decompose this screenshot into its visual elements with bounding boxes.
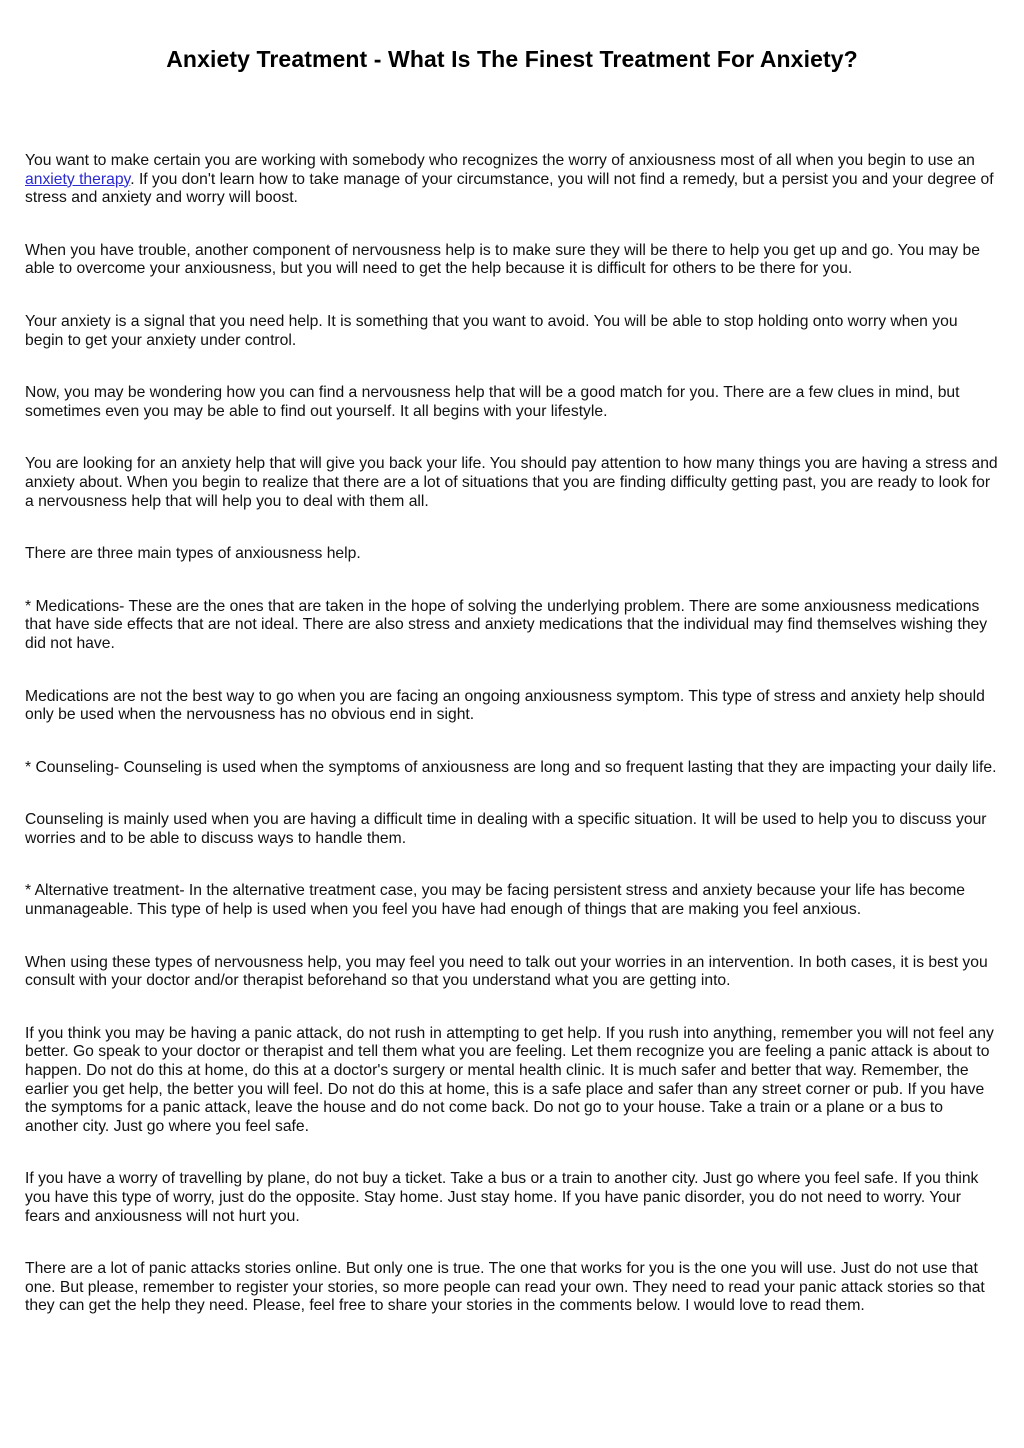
paragraph-3: Your anxiety is a signal that you need help. It is something that you want to avoid. You will be able to stop holding onto worry when you begin to get your anxiety under control. xyxy=(25,312,958,349)
article-body xyxy=(25,152,999,1316)
anxiety-therapy-link[interactable]: anxiety therapy xyxy=(25,170,131,188)
paragraph-9: * Counseling- Counseling is used when the symptoms of anxiousness are long and so frequent lasting that they are impacting your daily life. xyxy=(25,758,997,776)
paragraph-5: You are looking for an anxiety help that will give you back your life. You should pay attention to how many things you are having a stress and anxiety about. When you begin to realize that there are a lot of situations that you are finding difficulty getting past, you are ready to look for a nervousness help that will help you to deal with them all. xyxy=(25,455,998,510)
paragraph-13: If you think you may be having a panic attack, do not rush in attempting to get help. If you rush into anything, remember you will not feel any better. Go speak to your doctor or therapist and tell them what you are feeling. Let them recognize you are feeling a panic attack is about to happen. Do not do this at home, do this at a doctor's surgery or mental health clinic. It is much safer and better that way. Remember, the earlier you get help, the better you will feel. Do not do this at home, this is a safe place and safer than any street corner or pub. If you have the symptoms for a panic attack, leave the house and do not come back. Do not go to your house. Take a train or a plane or a bus to another city. Just go where you feel safe. xyxy=(25,1024,994,1135)
paragraph-15: There are a lot of panic attacks stories online. But only one is true. The one that works for you is the one you will use. Just do not use that one. But please, remember to register your stories, so more people can read your own. They need to read your panic attack stories so that they can get the help they need. Please, feel free to share your stories in the comments below. I would love to read them. xyxy=(25,1260,985,1315)
paragraph-2: When you have trouble, another component of nervousness help is to make sure they will be there to help you get up and go. You may be able to overcome your anxiousness, but you will need to get the help because it is difficult for others to be there for you. xyxy=(25,241,980,278)
paragraph-6: There are three main types of anxiousness help. xyxy=(25,545,361,563)
paragraph-10: Counseling is mainly used when you are having a difficult time in dealing with a specific situation. It will be used to help you to discuss your worries and to be able to discuss ways to handle them. xyxy=(25,811,987,847)
paragraph-12: When using these types of nervousness help, you may feel you need to talk out your worries in an intervention. In both cases, it is best you consult with your doctor and/or therapist beforehand so that you understand what you are getting into. xyxy=(25,953,988,990)
paragraph-8: Medications are not the best way to go when you are facing an ongoing anxiousness symptom. This type of stress and anxiety help should only be used when the nervousness has no obvious end in sight. xyxy=(25,687,985,724)
paragraph-14: If you have a worry of travelling by plane, do not buy a ticket. Take a bus or a train to another city. Just go where you feel safe. If you think you have this type of worry, just do the opposite. Stay home. Just stay home. If you have panic disorder, you do not need to worry. Your fears and anxiousness will not hurt you. xyxy=(25,1170,979,1225)
paragraph-11: * Alternative treatment- In the alternative treatment case, you may be facing persistent stress and anxiety because your life has become unmanageable. This type of help is used when you feel you have had enough of things that are making you feel anxious. xyxy=(25,882,966,919)
paragraph-7: * Medications- These are the ones that are taken in the hope of solving the underlying problem. There are some anxiousness medications that have side effects that are not ideal. There are also stress and anxiety medications that the individual may find themselves wishing they did not have. xyxy=(25,597,988,652)
paragraph-4: Now, you may be wondering how you can find a nervousness help that will be a good match for you. There are a few clues in mind, but sometimes even you may be able to find out yourself. It all begins with your lifestyle. xyxy=(25,384,960,420)
paragraph-1-text-after: . If you don't learn how to take manage of your circumstance, you will not find a remedy, but a persist you and your degree of stress and anxiety and worry will boost. xyxy=(25,170,994,207)
page-title: Anxiety Treatment - What Is The Finest Treatment For Anxiety? xyxy=(166,46,858,72)
paragraph-1-text-before: You want to make certain you are working with somebody who recognizes the worry of anxiousness most of all when you begin to use an xyxy=(25,152,975,169)
paragraph-1 xyxy=(25,152,999,208)
